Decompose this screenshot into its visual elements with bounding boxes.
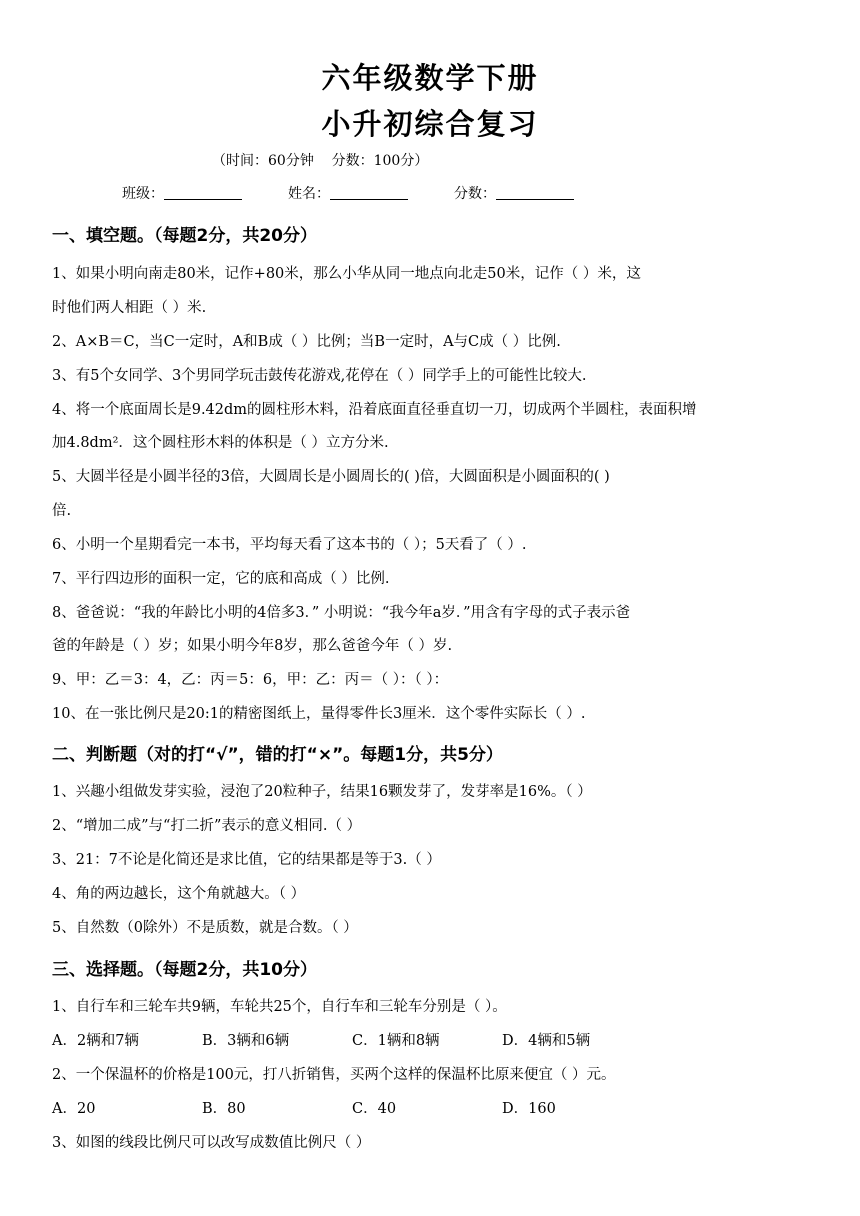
score-label: 分数： (454, 186, 496, 202)
question-line: 1、如果小明向南走80米，记作+80米，那么小华从同一地点向北走50米，记作（ ）米，这 (52, 266, 641, 282)
name-label: 姓名： (288, 186, 330, 202)
name-blank[interactable] (330, 185, 408, 200)
question-line: 5、自然数（0除外）不是质数，就是合数。（ ） (52, 920, 358, 936)
question-line: 时他们两人相距（ ）米. (52, 300, 207, 316)
score-blank[interactable] (496, 185, 574, 200)
question-line: 6、小明一个星期看完一本书，平均每天看了这本书的（ ）；5天看了（ ）. (52, 537, 527, 553)
score-field (454, 183, 574, 203)
option-d: D．4辆和5辆 (502, 1033, 591, 1049)
question-line: 1、自行车和三轮车共9辆，车轮共25个，自行车和三轮车分别是（ ）。 (52, 999, 507, 1015)
question-line: 9、甲：乙＝3：4，乙：丙＝5：6，甲：乙：丙＝（ ）：（ ）： (52, 672, 449, 688)
option-c: C．1辆和8辆 (352, 1033, 440, 1049)
page-subtitle-title: 小升初综合复习 (321, 107, 539, 141)
question-line: 5、大圆半径是小圆半径的3倍，大圆周长是小圆周长的( )倍，大圆面积是小圆面积的( ) (52, 469, 610, 485)
class-label: 班级： (122, 186, 164, 202)
question-line: 7、平行四边形的面积一定，它的底和高成（ ）比例. (52, 571, 390, 587)
question-line: 2、一个保温杯的价格是100元，打八折销售，买两个这样的保温杯比原来便宜（ ）元。 (52, 1067, 616, 1083)
question-line: 2、A×B＝C，当C一定时，A和B成（ ）比例；当B一定时，A与C成（ ）比例. (52, 334, 561, 350)
question-line: 3、21：7不论是化简还是求比值，它的结果都是等于3.（ ） (52, 852, 441, 868)
name-field (288, 183, 408, 203)
section-heading-true-false: 二、判断题（对的打“√”，错的打“×”。每题1分，共5分） (52, 745, 503, 765)
question-line: 4、将一个底面周长是9.42dm的圆柱形木料，沿着底面直径垂直切一刀，切成两个半圆柱，表面积增 (52, 402, 697, 418)
class-field (122, 183, 242, 203)
section-heading-fill-blank: 一、填空题。（每题2分，共20分） (52, 226, 317, 246)
option-a: A．20 (52, 1101, 96, 1117)
question-line: 3、如图的线段比例尺可以改写成数值比例尺（ ） (52, 1135, 371, 1151)
time-score-note: （时间：60分钟 分数：100分） (212, 153, 429, 169)
question-line: 倍. (52, 503, 72, 519)
question-line: 2、“增加二成”与“打二折”表示的意义相同.（ ） (52, 818, 362, 834)
section-heading-multiple-choice: 三、选择题。（每题2分，共10分） (52, 960, 317, 980)
question-line: 爸的年龄是（ ）岁；如果小明今年8岁，那么爸爸今年（ ）岁. (52, 638, 453, 654)
question-line: 4、角的两边越长，这个角就越大。（ ） (52, 886, 306, 902)
option-b: B．3辆和6辆 (202, 1033, 290, 1049)
question-line: 10、在一张比例尺是20:1的精密图纸上，量得零件长3厘米．这个零件实际长（ ）. (52, 706, 586, 722)
page-title: 六年级数学下册 (321, 61, 539, 95)
option-c: C．40 (352, 1101, 397, 1117)
question-line: 8、爸爸说：“我的年龄比小明的4倍多3．” 小明说：“我今年a岁．”用含有字母的式子表示爸 (52, 605, 631, 621)
option-a: A．2辆和7辆 (52, 1033, 139, 1049)
question-line: 3、有5个女同学、3个男同学玩击鼓传花游戏,花停在（ ）同学手上的可能性比较大. (52, 368, 587, 384)
class-blank[interactable] (164, 185, 242, 200)
question-line: 1、兴趣小组做发芽实验，浸泡了20粒种子，结果16颗发芽了，发芽率是16%。（ ） (52, 784, 592, 800)
option-d: D．160 (502, 1101, 556, 1117)
question-line: 加4.8dm²．这个圆柱形木料的体积是（ ）立方分米. (52, 435, 389, 451)
option-b: B．80 (202, 1101, 246, 1117)
